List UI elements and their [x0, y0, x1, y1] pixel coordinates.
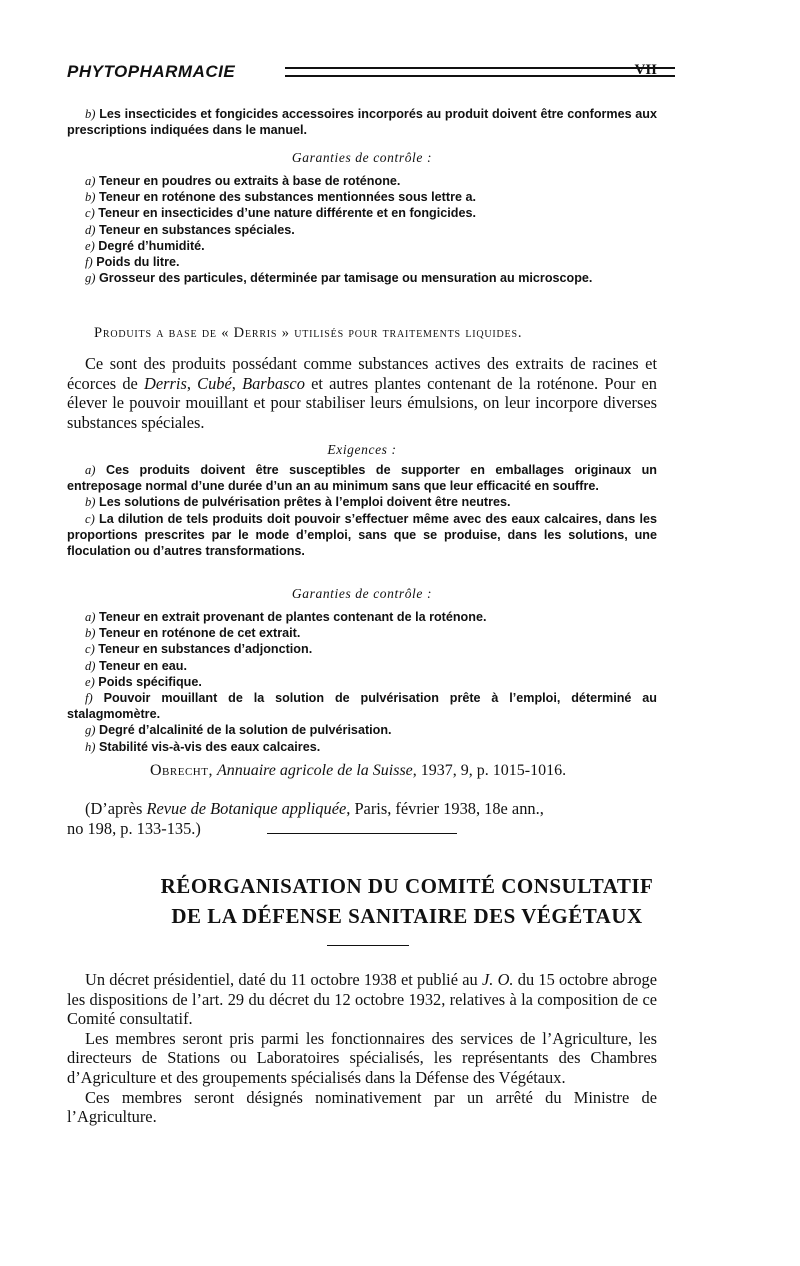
- garanties-heading-1: Garanties de contrôle :: [291, 150, 433, 165]
- article-body: [67, 970, 657, 1127]
- article-title-line-2: DE LA DÉFENSE SANITAIRE DES VÉGÉTAUX: [171, 904, 643, 928]
- list-item: d) Teneur en eau.: [85, 658, 187, 673]
- plant-name: Barbasco: [242, 373, 305, 393]
- list-item: c) Teneur en substances d’adjonction.: [85, 642, 313, 657]
- list-item: a) Ces produits doivent être susceptibles de supporter en emballages originaux un entreposage normal d’une durée d’un an au minimum sans que leur efficacité en souffre.: [67, 463, 657, 494]
- running-title: PHYTOPHARMACIE: [67, 62, 236, 81]
- list-item: b) Teneur en roténone des substances mentionnées sous lettre a.: [85, 190, 476, 205]
- list-item: d) Teneur en substances spéciales.: [85, 222, 295, 237]
- list-item: a) Teneur en extrait provenant de plantes contenant de la roténone.: [85, 610, 487, 624]
- source-journal: Revue de Botanique appliquée: [146, 799, 347, 818]
- list-item: e) Poids spécifique.: [85, 674, 202, 689]
- title-divider: [327, 945, 409, 946]
- plant-name: Cubé: [197, 373, 232, 393]
- article-title: [67, 871, 747, 931]
- garanties-list-2: [67, 609, 657, 755]
- exigences-heading: Exigences :: [327, 442, 397, 457]
- list-item: a) Teneur en poudres ou extraits à base de roténone.: [85, 174, 401, 188]
- list-item: b) Teneur en roténone de cet extrait.: [85, 626, 301, 641]
- article-paragraph: Les membres seront pris parmi les fonctionnaires des services de l’Agriculture, les directeurs de Stations ou Laboratoires spécialisés, les représentants des Chambres d’Agriculture et des groupements spécialisés dans la Défense des Végétaux.: [67, 1028, 657, 1087]
- citation: [150, 762, 566, 780]
- section-heading: Produits a base de « Derris » utilisés pour traitements liquides.: [94, 325, 523, 341]
- page-number: VII: [634, 62, 657, 78]
- citation-details: , 1937, 9, p. 1015-1016.: [412, 762, 567, 779]
- list-item: e) Degré d’humidité.: [85, 238, 205, 253]
- citation-author: Obrecht,: [150, 762, 213, 779]
- source-note: (D’après Revue de Botanique appliquée, Paris, février 1938, 18e ann., no 198, p. 133-135.): [67, 799, 544, 838]
- list-item: c) La dilution de tels produits doit pouvoir s’effectuer même avec des eaux calcaires, dans les proportions prescrites par le mode d’emploi, sans que se produise, dans les solutions, une floculation ou d’autres transformations.: [67, 511, 657, 559]
- list-item: g) Degré d’alcalinité de la solution de pulvérisation.: [85, 723, 392, 738]
- garanties-list-1: [67, 173, 657, 286]
- exigences-list: [67, 462, 657, 559]
- intro-paragraph: [67, 106, 657, 138]
- list-item: g) Grosseur des particules, déterminée par tamisage ou mensuration au microscope.: [85, 271, 593, 286]
- garanties-heading-2: Garanties de contrôle :: [291, 586, 433, 601]
- header-double-rule: [285, 67, 675, 77]
- list-item: b) Les solutions de pulvérisation prêtes à l’emploi doivent être neutres.: [85, 495, 511, 510]
- article-paragraph: Un décret présidentiel, daté du 11 octobre 1938 et publié au J. O. du 15 octobre abroge les dispositions de l’art. 29 du décret du 12 octobre 1932, relatives à la composition de ce Comité consultatif.: [67, 970, 658, 1029]
- article-paragraph: Ces membres seront désignés nominativement par un arrêté du Ministre de l’Agriculture.: [67, 1087, 657, 1127]
- divider: [267, 833, 457, 834]
- list-item: f) Pouvoir mouillant de la solution de pulvérisation prête à l’emploi, déterminé au stalagmomètre.: [67, 691, 657, 722]
- item-text: Les insecticides et fongicides accessoires incorporés au produit doivent être conformes aux prescriptions indiquées dans le manuel.: [67, 107, 658, 138]
- article-title-line-1: RÉORGANISATION DU COMITÉ CONSULTATIF: [160, 874, 654, 898]
- citation-work: Annuaire agricole de la Suisse: [216, 762, 413, 779]
- list-item: c) Teneur en insecticides d’une nature différente et en fongicides.: [85, 206, 476, 221]
- list-item: h) Stabilité vis-à-vis des eaux calcaires.: [85, 739, 321, 754]
- section-paragraph: Ce sont des produits possédant comme substances actives des extraits de racines et écorces de Derris, Cubé, Barbasco et autres plantes contenant de la roténone. Pour en élever le pouvoir mouillant et pour stabiliser leurs émulsions, on leur incorpore diverses substances spéciales.: [67, 354, 657, 432]
- plant-name: Derris: [144, 373, 187, 393]
- list-item: f) Poids du litre.: [85, 255, 180, 270]
- item-label: b): [85, 107, 96, 121]
- running-header: [67, 62, 657, 86]
